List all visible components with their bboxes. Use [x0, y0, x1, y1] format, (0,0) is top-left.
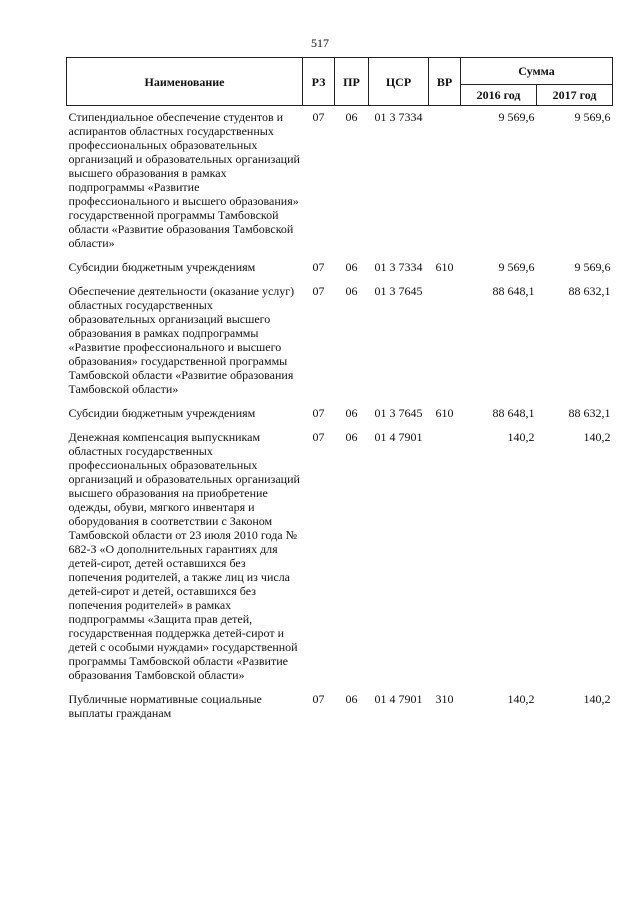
- row-vr: [429, 106, 461, 261]
- row-rz: 07: [312, 110, 325, 124]
- row-rz: 07: [312, 284, 325, 298]
- row-2016: 9 569,6: [498, 110, 535, 124]
- header-2016: 2016 год: [461, 85, 537, 106]
- header-pr: ПР: [335, 58, 369, 106]
- row-csr: 01 3 7334: [374, 260, 423, 274]
- row-vr: 610: [435, 260, 454, 274]
- row-csr: 01 4 7901: [374, 692, 423, 706]
- row-rz: 07: [312, 692, 325, 706]
- row-name: Субсидии бюджетным учреждениям: [68, 260, 256, 274]
- row-csr: 01 4 7901: [374, 430, 423, 444]
- row-rz: 07: [312, 260, 325, 274]
- row-pr: 06: [345, 430, 358, 444]
- header-csr: ЦСР: [369, 58, 429, 106]
- header-rz: РЗ: [303, 58, 335, 106]
- row-vr: [429, 430, 461, 692]
- row-csr: 01 3 7334: [374, 110, 423, 124]
- row-2016: 9 569,6: [498, 260, 535, 274]
- row-name: Денежная компенсация выпускникам областных государственных профессиональных образовательных организаций и образовательных организаций высшего образования на приобретение одежды, обуви, мягкого инвентаря и оборудования в соответствии с Законом Тамбовской области от 23 июля 2010 года № 682-З «О дополнительных гарантиях для детей-сирот, детей оставшихся без попечения родителей, а также лиц из числа детей-сирот и детей, оставшихся без попечения родителей» в рамках подпрограммы «Защита прав детей, государственная поддержка детей-сирот и детей с особыми нуждами» государственной программы Тамбовской области «Развитие образования Тамбовской области»: [68, 430, 300, 682]
- row-name: Стипендиальное обеспечение студентов и аспирантов областных государственных профессиональных образовательных организаций и образовательных организаций высшего образования в рамках подпрограммы «Развитие профессионального и высшего образования» государственной программы Тамбовской области «Развитие образования Тамбовской области»: [68, 110, 300, 250]
- row-2017: 9 569,6: [574, 260, 611, 274]
- row-vr: [429, 284, 461, 406]
- row-pr: 06: [345, 284, 358, 298]
- header-name: Наименование: [67, 58, 303, 106]
- row-rz: 07: [312, 430, 325, 444]
- row-csr: 01 3 7645: [374, 284, 423, 298]
- row-2017: 140,2: [583, 692, 611, 706]
- row-vr: 310: [435, 692, 454, 706]
- row-2016: 88 648,1: [492, 284, 535, 298]
- table-row: [67, 406, 613, 430]
- row-2016: 140,2: [507, 430, 535, 444]
- row-2016: 140,2: [507, 692, 535, 706]
- header-sum: Сумма: [461, 58, 613, 85]
- row-pr: 06: [345, 110, 358, 124]
- table-row: [67, 430, 613, 692]
- table-row: [67, 106, 613, 261]
- row-2017: 140,2: [583, 430, 611, 444]
- page-number: 517: [311, 36, 329, 50]
- header-2017: 2017 год: [537, 85, 613, 106]
- header-vr: ВР: [429, 58, 461, 106]
- row-name: Обеспечение деятельности (оказание услуг) областных государственных образовательных организаций высшего образования в рамках подпрограммы «Развитие профессионального и высшего образования» государственной программы Тамбовской области «Развитие образования Тамбовской области»: [68, 284, 295, 396]
- row-2017: 88 632,1: [568, 406, 611, 420]
- row-vr: 610: [435, 406, 454, 420]
- row-pr: 06: [345, 260, 358, 274]
- row-2017: 9 569,6: [574, 110, 611, 124]
- row-2016: 88 648,1: [492, 406, 535, 420]
- table-row: [67, 284, 613, 406]
- table-row: [67, 692, 613, 730]
- row-pr: 06: [345, 406, 358, 420]
- row-pr: 06: [345, 692, 358, 706]
- row-name: Субсидии бюджетным учреждениям: [68, 406, 256, 420]
- table-row: [67, 260, 613, 284]
- row-name: Публичные нормативные социальные выплаты гражданам: [68, 692, 262, 720]
- row-2017: 88 632,1: [568, 284, 611, 298]
- budget-table: [66, 57, 613, 730]
- row-rz: 07: [312, 406, 325, 420]
- row-csr: 01 3 7645: [374, 406, 423, 420]
